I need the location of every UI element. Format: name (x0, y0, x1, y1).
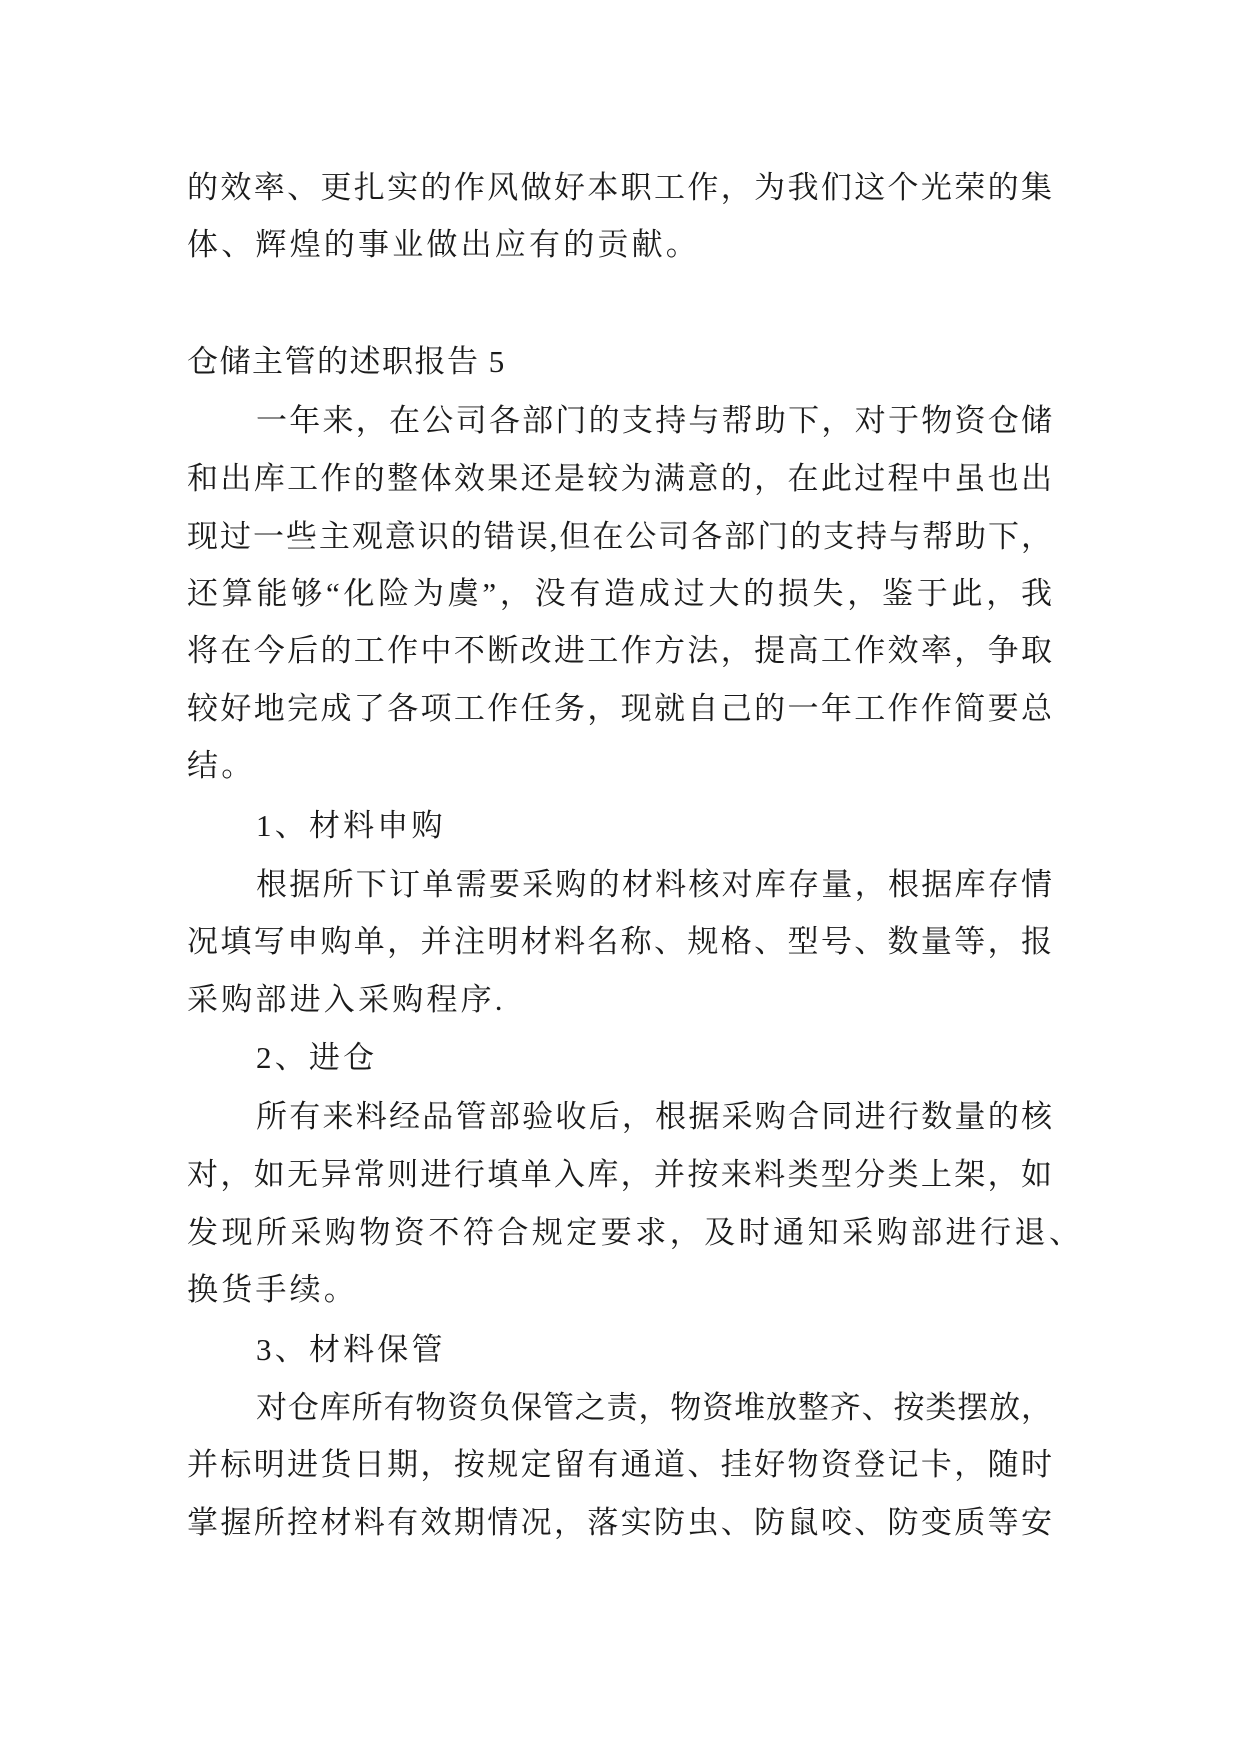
body-text-line: 采购部进入采购程序. (187, 982, 506, 1017)
body-text-line: 况填写申购单，并注明材料名称、规格、型号、数量等，报 (187, 924, 1052, 959)
body-text-line: 和出库工作的整体效果还是较为满意的，在此过程中虽也出 (187, 461, 1052, 496)
body-text-line: 结。 (187, 748, 256, 783)
body-text-line: 还算能够“化险为虞”，没有造成过大的损失，鉴于此，我 (187, 576, 1052, 611)
list-item-heading: 2、进仓 (256, 1040, 378, 1075)
body-text-line: 根据所下订单需要采购的材料核对库存量，根据库存情 (256, 867, 1052, 902)
section-heading: 仓储主管的述职报告 5 (187, 344, 506, 379)
list-item-heading: 3、材料保管 (256, 1332, 446, 1367)
body-text-line: 对，如无异常则进行填单入库，并按来料类型分类上架，如 (187, 1157, 1052, 1192)
body-text-line: 的效率、更扎实的作风做好本职工作，为我们这个光荣的集 (187, 170, 1052, 205)
body-text-line: 掌握所控材料有效期情况，落实防虫、防鼠咬、防变质等安 (187, 1505, 1052, 1540)
body-text-line: 发现所采购物资不符合规定要求，及时通知采购部进行退、 (187, 1215, 1080, 1250)
body-text-line: 所有来料经品管部验收后，根据采购合同进行数量的核 (256, 1099, 1052, 1134)
body-text-line: 将在今后的工作中不断改进工作方法，提高工作效率，争取 (187, 633, 1052, 668)
body-text-line: 换货手续。 (187, 1272, 358, 1307)
body-text-line: 对仓库所有物资负保管之责，物资堆放整齐、按类摆放， (256, 1390, 1052, 1425)
body-text-line: 一年来，在公司各部门的支持与帮助下，对于物资仓储 (256, 403, 1052, 438)
body-text-line: 现过一些主观意识的错误,但在公司各部门的支持与帮助下， (187, 519, 1052, 554)
body-text-line: 体、辉煌的事业做出应有的贡献。 (187, 227, 700, 262)
body-text-line: 并标明进货日期，按规定留有通道、挂好物资登记卡，随时 (187, 1447, 1052, 1482)
body-text-line: 较好地完成了各项工作任务，现就自己的一年工作作简要总 (187, 691, 1052, 726)
list-item-heading: 1、材料申购 (256, 808, 446, 843)
